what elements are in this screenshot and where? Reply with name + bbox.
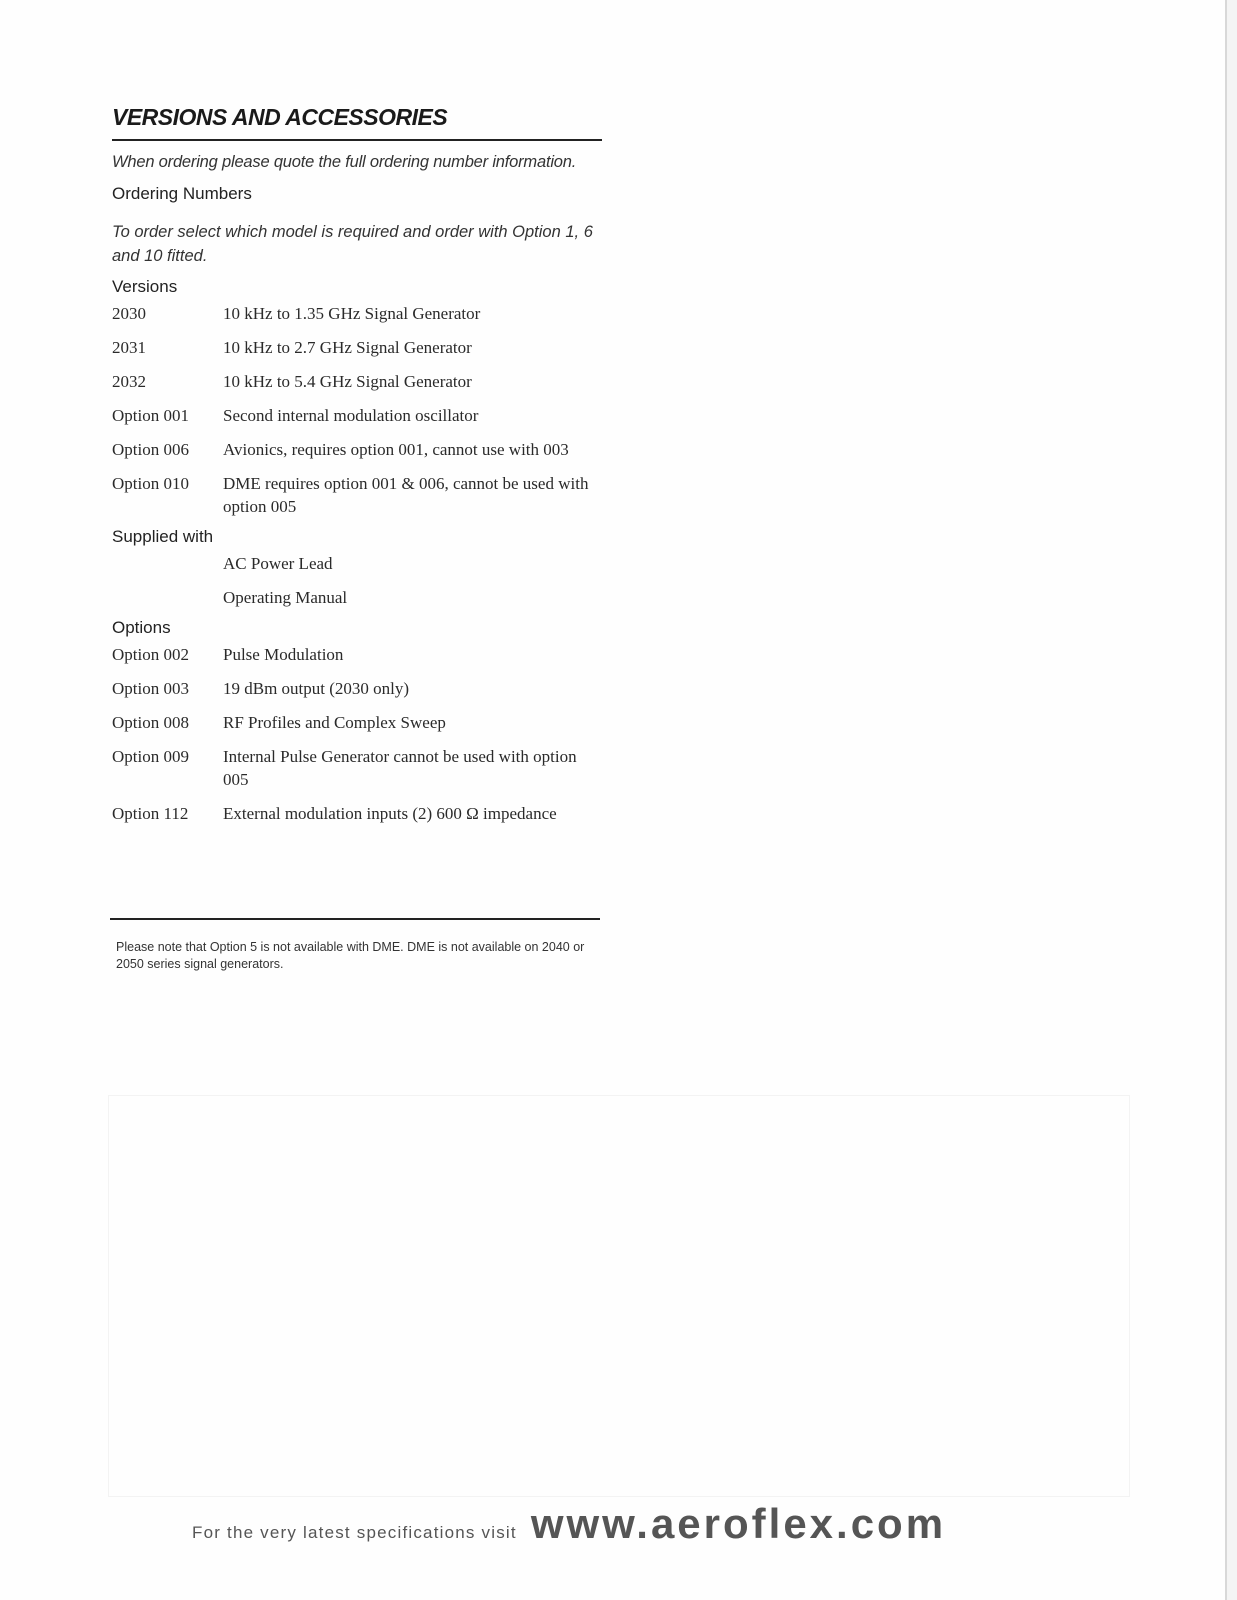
option-code: Option 009: [112, 747, 189, 766]
bleed-through-shadow: [108, 1095, 1130, 1497]
intro-text: When ordering please quote the full ordering number information.: [112, 153, 577, 171]
version-code: Option 006: [112, 440, 189, 459]
supplied-with-title: Supplied with: [112, 527, 214, 546]
option-desc: External modulation inputs (2) 600 Ω impedance: [223, 804, 557, 823]
option-desc: Internal Pulse Generator cannot be used with option 005: [223, 747, 577, 789]
version-code: Option 010: [112, 474, 189, 493]
option-row: [112, 802, 602, 825]
option-code: Option 008: [112, 713, 189, 732]
option-desc: 19 dBm output (2030 only): [223, 679, 410, 698]
option-row: [112, 711, 602, 734]
version-desc: 10 kHz to 1.35 GHz Signal Generator: [223, 304, 481, 323]
option-code: Option 003: [112, 679, 189, 698]
page-edge-shadow: [1227, 0, 1237, 1600]
version-code: Option 001: [112, 406, 189, 425]
version-desc: 10 kHz to 2.7 GHz Signal Generator: [223, 338, 472, 357]
page-edge: [1225, 0, 1227, 1600]
supplied-item: Operating Manual: [223, 588, 348, 607]
versions-title: Versions: [112, 277, 178, 296]
version-desc: DME requires option 001 & 006, cannot be used with option 005: [223, 474, 589, 516]
ordering-numbers-title: Ordering Numbers: [112, 184, 252, 203]
options-title: Options: [112, 618, 171, 637]
version-row: [112, 370, 602, 393]
version-row: [112, 404, 602, 427]
supplied-item-row: [112, 552, 602, 575]
document-content: [112, 104, 602, 825]
version-code: 2032: [112, 372, 146, 391]
option-desc: Pulse Modulation: [223, 645, 344, 664]
footer-text: For the very latest specifications visit: [192, 1523, 517, 1542]
version-desc: Second internal modulation oscillator: [223, 406, 479, 425]
version-row: [112, 302, 602, 325]
order-instruction: To order select which model is required and order with Option 1, 6 and 10 fitted.: [112, 223, 593, 265]
version-row: [112, 336, 602, 359]
version-row: [112, 438, 602, 461]
option-code: Option 112: [112, 804, 189, 823]
footnote: Please note that Option 5 is not available with DME. DME is not available on 2040 or 2050 series signal generators.: [116, 940, 585, 971]
version-desc: 10 kHz to 5.4 GHz Signal Generator: [223, 372, 472, 391]
version-desc: Avionics, requires option 001, cannot use with 003: [223, 440, 569, 459]
option-row: [112, 745, 602, 791]
option-row: [112, 643, 602, 666]
page-heading: VERSIONS AND ACCESSORIES: [112, 104, 448, 130]
supplied-item-row: [112, 586, 602, 609]
option-desc: RF Profiles and Complex Sweep: [223, 713, 446, 732]
option-row: [112, 677, 602, 700]
footer-url[interactable]: www.aeroflex.com: [530, 1500, 947, 1547]
footnote-rule: [110, 918, 600, 920]
heading-rule: [112, 139, 602, 141]
version-code: 2031: [112, 338, 146, 357]
footer: [192, 1500, 1052, 1550]
option-code: Option 002: [112, 645, 189, 664]
version-row: [112, 472, 602, 518]
version-code: 2030: [112, 304, 146, 323]
supplied-item: AC Power Lead: [223, 554, 333, 573]
